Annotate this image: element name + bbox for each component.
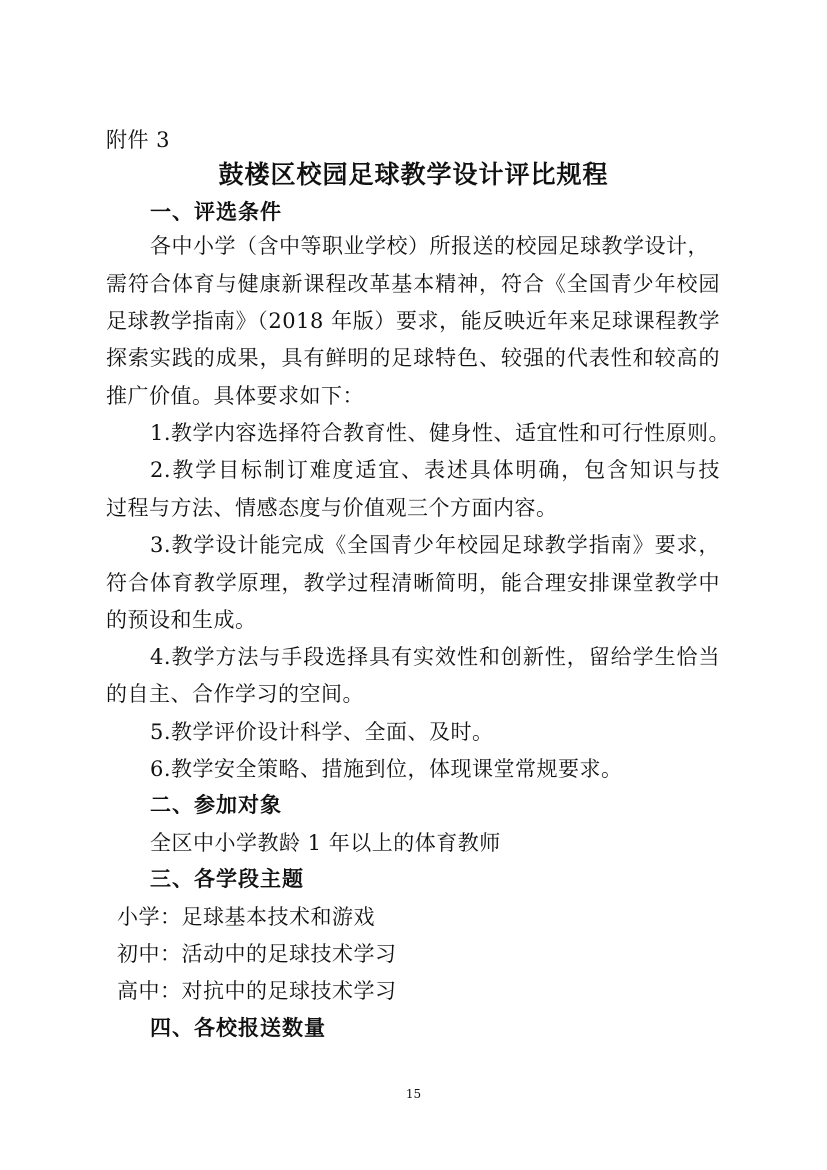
section-heading-4: 四、各校报送数量 <box>150 1016 326 1040</box>
requirement-item-2-line-2: 过程与方法、情感态度与价值观三个方面内容。 <box>106 496 558 520</box>
requirement-item-1: 1.教学内容选择符合教育性、健身性、适宜性和可行性原则。 <box>150 421 731 445</box>
requirement-item-6: 6.教学安全策略、措施到位，体现课堂常规要求。 <box>150 757 623 781</box>
theme-junior: 初中：活动中的足球技术学习 <box>117 942 397 966</box>
document-title: 鼓楼区校园足球教学设计评比规程 <box>218 160 609 189</box>
requirement-item-4-line-1: 4.教学方法与手段选择具有实效性和创新性，留给学生恰当 <box>150 645 720 669</box>
attachment-label: 附件 3 <box>106 128 171 152</box>
requirement-item-4-line-2: 的自主、合作学习的空间。 <box>106 682 364 706</box>
requirement-item-3-line-3: 的预设和生成。 <box>106 608 257 632</box>
theme-senior: 高中：对抗中的足球技术学习 <box>117 979 397 1003</box>
page-number: 15 <box>405 1087 422 1101</box>
intro-line-4: 探索实践的成果，具有鲜明的足球特色、较强的代表性和较高的 <box>106 346 720 370</box>
section-heading-3: 三、各学段主题 <box>150 867 304 891</box>
requirement-item-3-line-2: 符合体育教学原理，教学过程清晰简明，能合理安排课堂教学中 <box>106 571 720 595</box>
requirement-item-3-line-1: 3.教学设计能完成《全国青少年校园足球教学指南》要求， <box>150 533 720 557</box>
theme-primary: 小学：足球基本技术和游戏 <box>117 905 375 929</box>
intro-line-2: 需符合体育与健康新课程改革基本精神，符合《全国青少年校园 <box>106 272 720 296</box>
section-heading-1: 一、评选条件 <box>150 200 282 224</box>
intro-line-5: 推广价值。具体要求如下： <box>106 384 364 408</box>
requirement-item-2-line-1: 2.教学目标制订难度适宜、表述具体明确，包含知识与技 <box>150 458 720 482</box>
requirement-item-5: 5.教学评价设计科学、全面、及时。 <box>150 720 494 744</box>
section-heading-2: 二、参加对象 <box>150 793 282 817</box>
intro-line-3: 足球教学指南》（2018 年版）要求，能反映近年来足球课程教学 <box>106 309 720 333</box>
participants-text: 全区中小学教龄 1 年以上的体育教师 <box>150 831 501 855</box>
intro-line-1: 各中小学（含中等职业学校）所报送的校园足球教学设计， <box>150 234 709 258</box>
